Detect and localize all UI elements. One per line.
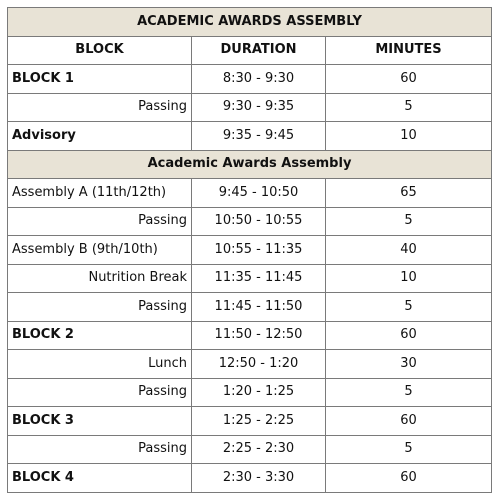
minutes-cell: 60 (326, 464, 492, 493)
schedule-body (8, 65, 492, 493)
duration-cell: 1:25 - 2:25 (192, 407, 326, 436)
minutes-cell: 5 (326, 435, 492, 464)
table-row (8, 122, 492, 151)
duration-cell: 2:25 - 2:30 (192, 435, 326, 464)
table-row (8, 321, 492, 350)
section-row (8, 150, 492, 179)
column-header-minutes: MINUTES (326, 36, 492, 65)
block-cell: Passing (8, 378, 192, 407)
duration-cell: 11:45 - 11:50 (192, 293, 326, 322)
table-row (8, 264, 492, 293)
block-cell: BLOCK 2 (8, 321, 192, 350)
table-row (8, 93, 492, 122)
block-cell: BLOCK 4 (8, 464, 192, 493)
duration-cell: 9:35 - 9:45 (192, 122, 326, 151)
table-row (8, 207, 492, 236)
column-header-duration: DURATION (192, 36, 326, 65)
table-row (8, 179, 492, 208)
block-cell: Passing (8, 435, 192, 464)
duration-cell: 1:20 - 1:25 (192, 378, 326, 407)
minutes-cell: 40 (326, 236, 492, 265)
minutes-cell: 5 (326, 378, 492, 407)
minutes-cell: 30 (326, 350, 492, 379)
duration-cell: 11:50 - 12:50 (192, 321, 326, 350)
duration-cell: 12:50 - 1:20 (192, 350, 326, 379)
duration-cell: 2:30 - 3:30 (192, 464, 326, 493)
section-label: Academic Awards Assembly (8, 150, 492, 179)
minutes-cell: 10 (326, 122, 492, 151)
duration-cell: 9:45 - 10:50 (192, 179, 326, 208)
minutes-cell: 60 (326, 321, 492, 350)
duration-cell: 10:55 - 11:35 (192, 236, 326, 265)
schedule-title: ACADEMIC AWARDS ASSEMBLY (8, 8, 492, 37)
column-header-row (8, 36, 492, 65)
table-row (8, 435, 492, 464)
block-cell: Nutrition Break (8, 264, 192, 293)
block-cell: Advisory (8, 122, 192, 151)
block-cell: Lunch (8, 350, 192, 379)
minutes-cell: 5 (326, 293, 492, 322)
minutes-cell: 5 (326, 207, 492, 236)
block-cell: Assembly A (11th/12th) (8, 179, 192, 208)
table-row (8, 293, 492, 322)
duration-cell: 9:30 - 9:35 (192, 93, 326, 122)
minutes-cell: 5 (326, 93, 492, 122)
schedule-table (7, 7, 492, 493)
block-cell: Passing (8, 93, 192, 122)
table-row (8, 236, 492, 265)
block-cell: BLOCK 3 (8, 407, 192, 436)
table-row (8, 464, 492, 493)
block-cell: Passing (8, 293, 192, 322)
block-cell: Passing (8, 207, 192, 236)
minutes-cell: 60 (326, 407, 492, 436)
table-row (8, 378, 492, 407)
title-row (8, 8, 492, 37)
table-row (8, 65, 492, 94)
table-row (8, 407, 492, 436)
duration-cell: 10:50 - 10:55 (192, 207, 326, 236)
duration-cell: 11:35 - 11:45 (192, 264, 326, 293)
table-row (8, 350, 492, 379)
minutes-cell: 65 (326, 179, 492, 208)
duration-cell: 8:30 - 9:30 (192, 65, 326, 94)
block-cell: BLOCK 1 (8, 65, 192, 94)
minutes-cell: 60 (326, 65, 492, 94)
minutes-cell: 10 (326, 264, 492, 293)
column-header-block: BLOCK (8, 36, 192, 65)
block-cell: Assembly B (9th/10th) (8, 236, 192, 265)
